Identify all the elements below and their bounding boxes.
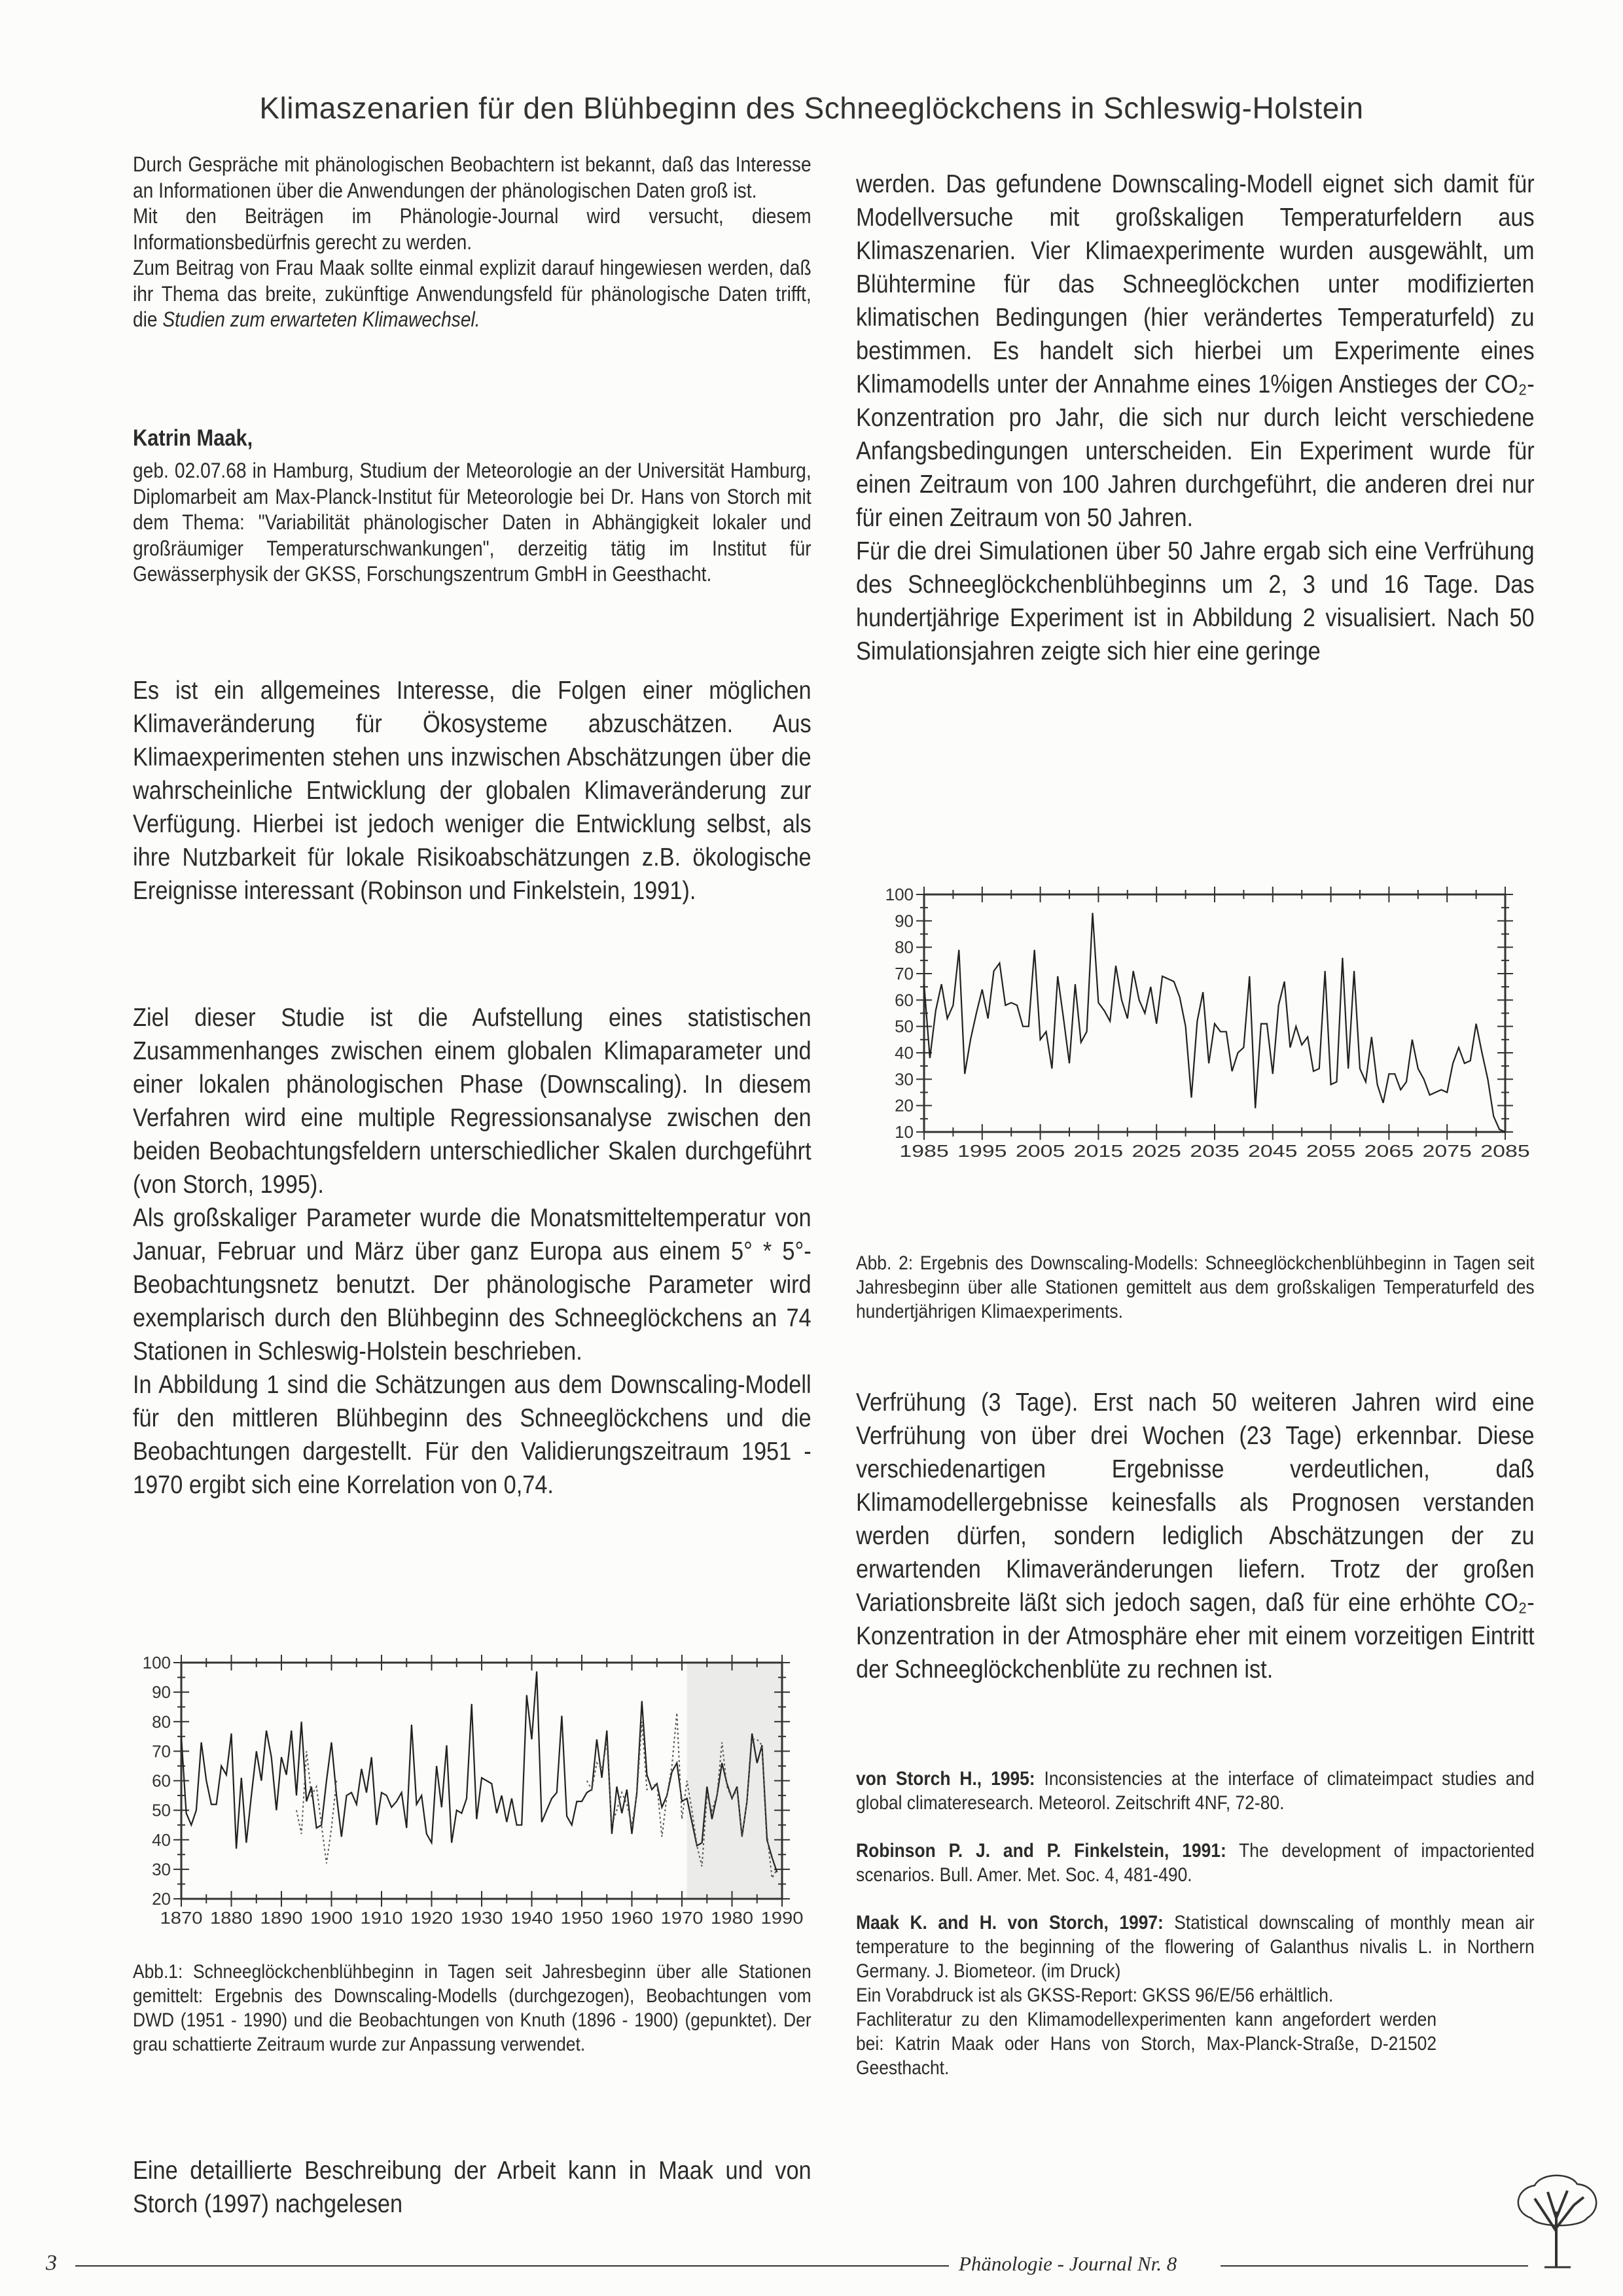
author-bio: geb. 02.07.68 in Hamburg, Studium der Meteorologie an der Universität Hamburg, Diplomarbeit am Max-Planck-Institut für Meteorologie bei Dr. Hans von Storch mit dem Thema: "Variabilität phänologischer Daten in Abhängigkeit lokaler und großräumiger Temperaturschwankungen", derzeitig tätig im Institut für Gewässerphysik der GKSS, Forschungszentrum GmbH in Geesthacht. [133,459,812,586]
plot-frame [924,894,1505,1132]
y-tick-label: 60 [152,1771,171,1791]
body-text: Ziel dieser Studie ist die Aufstellung eines statistischen Zusammenhanges zwischen einem globalen Klimaparameter und einer lokalen phänologischen Phase (Downscaling). In diesem Verfahren wird eine multiple Regressionsanalyse zwischen den beiden Beobachtungsfeldern unterschiedlicher Skalen durchgeführt (von Storch, 1995). [133,1004,812,1199]
intro-italic-text: Studien zum erwarteten Klimawechsel. [162,308,480,331]
x-tick-label: 1920 [410,1908,454,1928]
figure-1-caption: Abb.1: Schneeglöckchenblühbeginn in Tagen seit Jahresbeginn über alle Stationen gemittelt: Ergebnis des Downscaling-Modells (durchgezogen), Beobachtungen vom DWD (1951 - 1990) und die Beobachtungen von Knuth (1896 - 1900) (gepunktet). Der grau schattierte Zeitraum wurde zur Anpassung verwendet. [133,1961,812,2055]
intro-text: Zum Beitrag von Frau Maak sollte einmal explizit darauf hingewiesen werden, daß ihr Thema das breite, zukünftige Anwendungsfeld für phänologische Daten trifft, die [133,256,812,331]
y-tick-label: 70 [152,1741,171,1761]
reference-text: Inconsistencies at the interface of climateimpact studies and global climateresearch. Meteorol. Zeitschrift 4NF, 72-80. [856,1768,1535,1814]
y-tick-label: 30 [895,1069,914,1089]
article-title: Klimaszenarien für den Blühbeginn des Schneeglöckchens in Schleswig-Holstein [259,91,1364,125]
closing-paragraph: Eine detaillierte Beschreibung der Arbeit kann in Maak und von Storch (1997) nachgelesen [133,2157,812,2218]
x-tick-label: 1890 [260,1908,303,1928]
x-tick-label: 2015 [1073,1141,1124,1161]
x-tick-label: 1870 [160,1908,203,1928]
intro-paragraph: Durch Gespräche mit phänologischen Beobachtern ist bekannt, daß das Interesse an Informationen über die Anwendungen der phänologischen Daten groß ist. [133,152,812,202]
reference-authors: Maak K. and H. von Storch, 1997: [856,1912,1164,1934]
y-tick-label: 90 [895,911,914,931]
x-tick-label: 1990 [760,1908,804,1928]
body-text: In Abbildung 1 sind die Schätzungen aus dem Downscaling-Modell für den mittleren Blühbeginn des Schneeglöckchens und die Beobachtungen dargestellt. Für den Validierungszeitraum 1951 - 1970 ergibt sich eine Korrelation von 0,74. [133,1371,812,1499]
y-tick-label: 40 [895,1043,914,1063]
body-text: werden. Das gefundene Downscaling-Modell eignet sich damit für Modellversuche mit großskaligen Temperaturfeldern aus Klimaszenarien. Vier Klimaexperimente wurden ausgewählt, um Blühtermine für das Schneeglöckchen unter modifizierten klimatischen Bedingungen (hier verändertes Temperaturfeld) zu bestimmen. Es handelt sich hierbei um Experimente eines Klimamodells unter der Annahme eines 1%igen Anstieges der CO₂-Konzentration pro Jahr, die sich nur durch leicht verschiedene Anfangsbedingungen unterscheiden. Ein Experiment wurde für einen Zeitraum von 100 Jahren durchgeführt, die anderen drei nur für einen Zeitraum von 50 Jahren. [856,170,1535,532]
y-tick-label: 60 [895,990,914,1010]
reference-authors: von Storch H., 1995: [856,1768,1035,1790]
y-tick-label: 50 [152,1800,171,1820]
x-tick-label: 2005 [1015,1141,1065,1161]
body-text: Als großskaliger Parameter wurde die Monatsmitteltemperatur von Januar, Februar und März über ganz Europa aus einem 5° * 5°-Beobachtungsnetz benutzt. Der phänologische Parameter wird exemplarisch durch den Blühbeginn des Schneeglöckchens an 74 Stationen in Schleswig-Holstein beschrieben. [133,1204,812,1366]
shaded-fitting-period [687,1663,782,1899]
x-tick-label: 2025 [1132,1141,1181,1161]
series-line-solid [924,913,1505,1132]
y-tick-label: 50 [895,1016,914,1036]
reference-text: The development of impactoriented scenarios. Bull. Amer. Met. Soc. 4, 481-490. [856,1840,1535,1886]
right-paragraph-2: Verfrühung (3 Tage). Erst nach 50 weiteren Jahren wird eine Verfrühung von über drei Wochen (23 Tage) erkennbar. Diese verschiedenartigen Ergebnisse verdeutlichen, daß Klimamodellergebnisse keinesfalls als Prognosen verstanden werden dürfen, sondern lediglich Abschätzungen der zu erwartenden Klimaveränderungen liefern. Trotz der großen Variationsbreite läßt sich jedoch sagen, daß für eine erhöhte CO₂-Konzentration in der Atmosphäre eher mit einem vorzeitigen Eintritt der Schneeglöckchenblüte zu rechnen ist. [856,1388,1535,1684]
journal-name: Phänologie - Journal Nr. 8 [959,2252,1177,2275]
x-tick-label: 2075 [1422,1141,1472,1161]
x-tick-label: 1980 [710,1908,754,1928]
body-text: Für die drei Simulationen über 50 Jahre ergab sich eine Verfrühung des Schneeglöckchenblühbeginns um 2, 3 und 16 Tage. Das hundertjährige Experiment ist in Abbildung 2 visualisiert. Nach 50 Simulationsjahren zeigte sich hier eine geringe [856,537,1535,665]
preprint-note: Ein Vorabdruck ist als GKSS-Report: GKSS 96/E/56 erhältlich. [856,1985,1334,2006]
x-tick-label: 2065 [1364,1141,1414,1161]
y-tick-label: 70 [895,964,914,983]
reference-authors: Robinson P. J. and P. Finkelstein, 1991: [856,1840,1226,1862]
x-tick-label: 1940 [510,1908,554,1928]
x-tick-label: 1985 [899,1141,949,1161]
y-tick-label: 90 [152,1682,171,1703]
body-paragraph-1: Es ist ein allgemeines Interesse, die Folgen einer möglichen Klimaveränderung für Ökosysteme abzuschätzen. Aus Klimaexperimenten stehen uns inzwischen Abschätzungen über die wahrscheinliche Entwicklung der globalen Klimaveränderung zur Verfügung. Hierbei ist jedoch weniger die Entwicklung selbst, als ihre Nutzbarkeit für lokale Risikoabschätzungen z.B. ökologische Ereignisse interessant (Robinson und Finkelstein, 1991). [133,677,812,905]
y-tick-label: 100 [142,1653,171,1672]
intro-paragraph: Mit den Beiträgen im Phänologie-Journal wird versucht, diesem Informationsbedürfnis gerecht zu werden. [133,204,812,254]
x-tick-label: 2035 [1190,1141,1240,1161]
series-line-dotted [296,1751,336,1863]
x-tick-label: 2055 [1306,1141,1356,1161]
x-tick-label: 1995 [957,1141,1007,1161]
x-tick-label: 1970 [660,1908,704,1928]
x-tick-label: 2045 [1248,1141,1298,1161]
y-tick-label: 20 [152,1889,171,1909]
x-tick-label: 1900 [310,1908,353,1928]
y-tick-label: 100 [885,885,914,904]
contact-note: Fachliteratur zu den Klimamodellexperimenten kann angefordert werden bei: Katrin Maak oder Hans von Storch, Max-Planck-Straße, D-21502 Geesthacht. [856,2009,1437,2079]
x-tick-label: 1910 [360,1908,403,1928]
author-name: Katrin Maak, [133,425,253,451]
page-number: 3 [46,2251,57,2275]
x-tick-label: 1950 [560,1908,603,1928]
y-tick-label: 40 [152,1829,171,1850]
y-tick-label: 20 [895,1095,914,1116]
y-tick-label: 80 [152,1712,171,1732]
x-tick-label: 1960 [610,1908,654,1928]
x-tick-label: 1930 [460,1908,503,1928]
x-tick-label: 2085 [1480,1141,1530,1161]
y-tick-label: 80 [895,937,914,957]
y-tick-label: 10 [895,1122,914,1142]
figure-1-chart [143,1653,804,1928]
reference-text: Statistical downscaling of monthly mean air temperature to the beginning of the flowering of Galanthus nivalis L. in Northern Germany. J. Biometeor. (im Druck) [856,1912,1535,1982]
x-tick-label: 1880 [209,1908,253,1928]
figure-2-caption: Abb. 2: Ergebnis des Downscaling-Modells: Schneeglöckchenblühbeginn in Tagen seit Jahresbeginn über alle Stationen gemittelt aus dem großskaligen Temperaturfeld des hundertjährigen Klimaexperiments. [856,1252,1535,1322]
y-tick-label: 30 [152,1859,171,1879]
figure-2-chart [885,885,1530,1161]
